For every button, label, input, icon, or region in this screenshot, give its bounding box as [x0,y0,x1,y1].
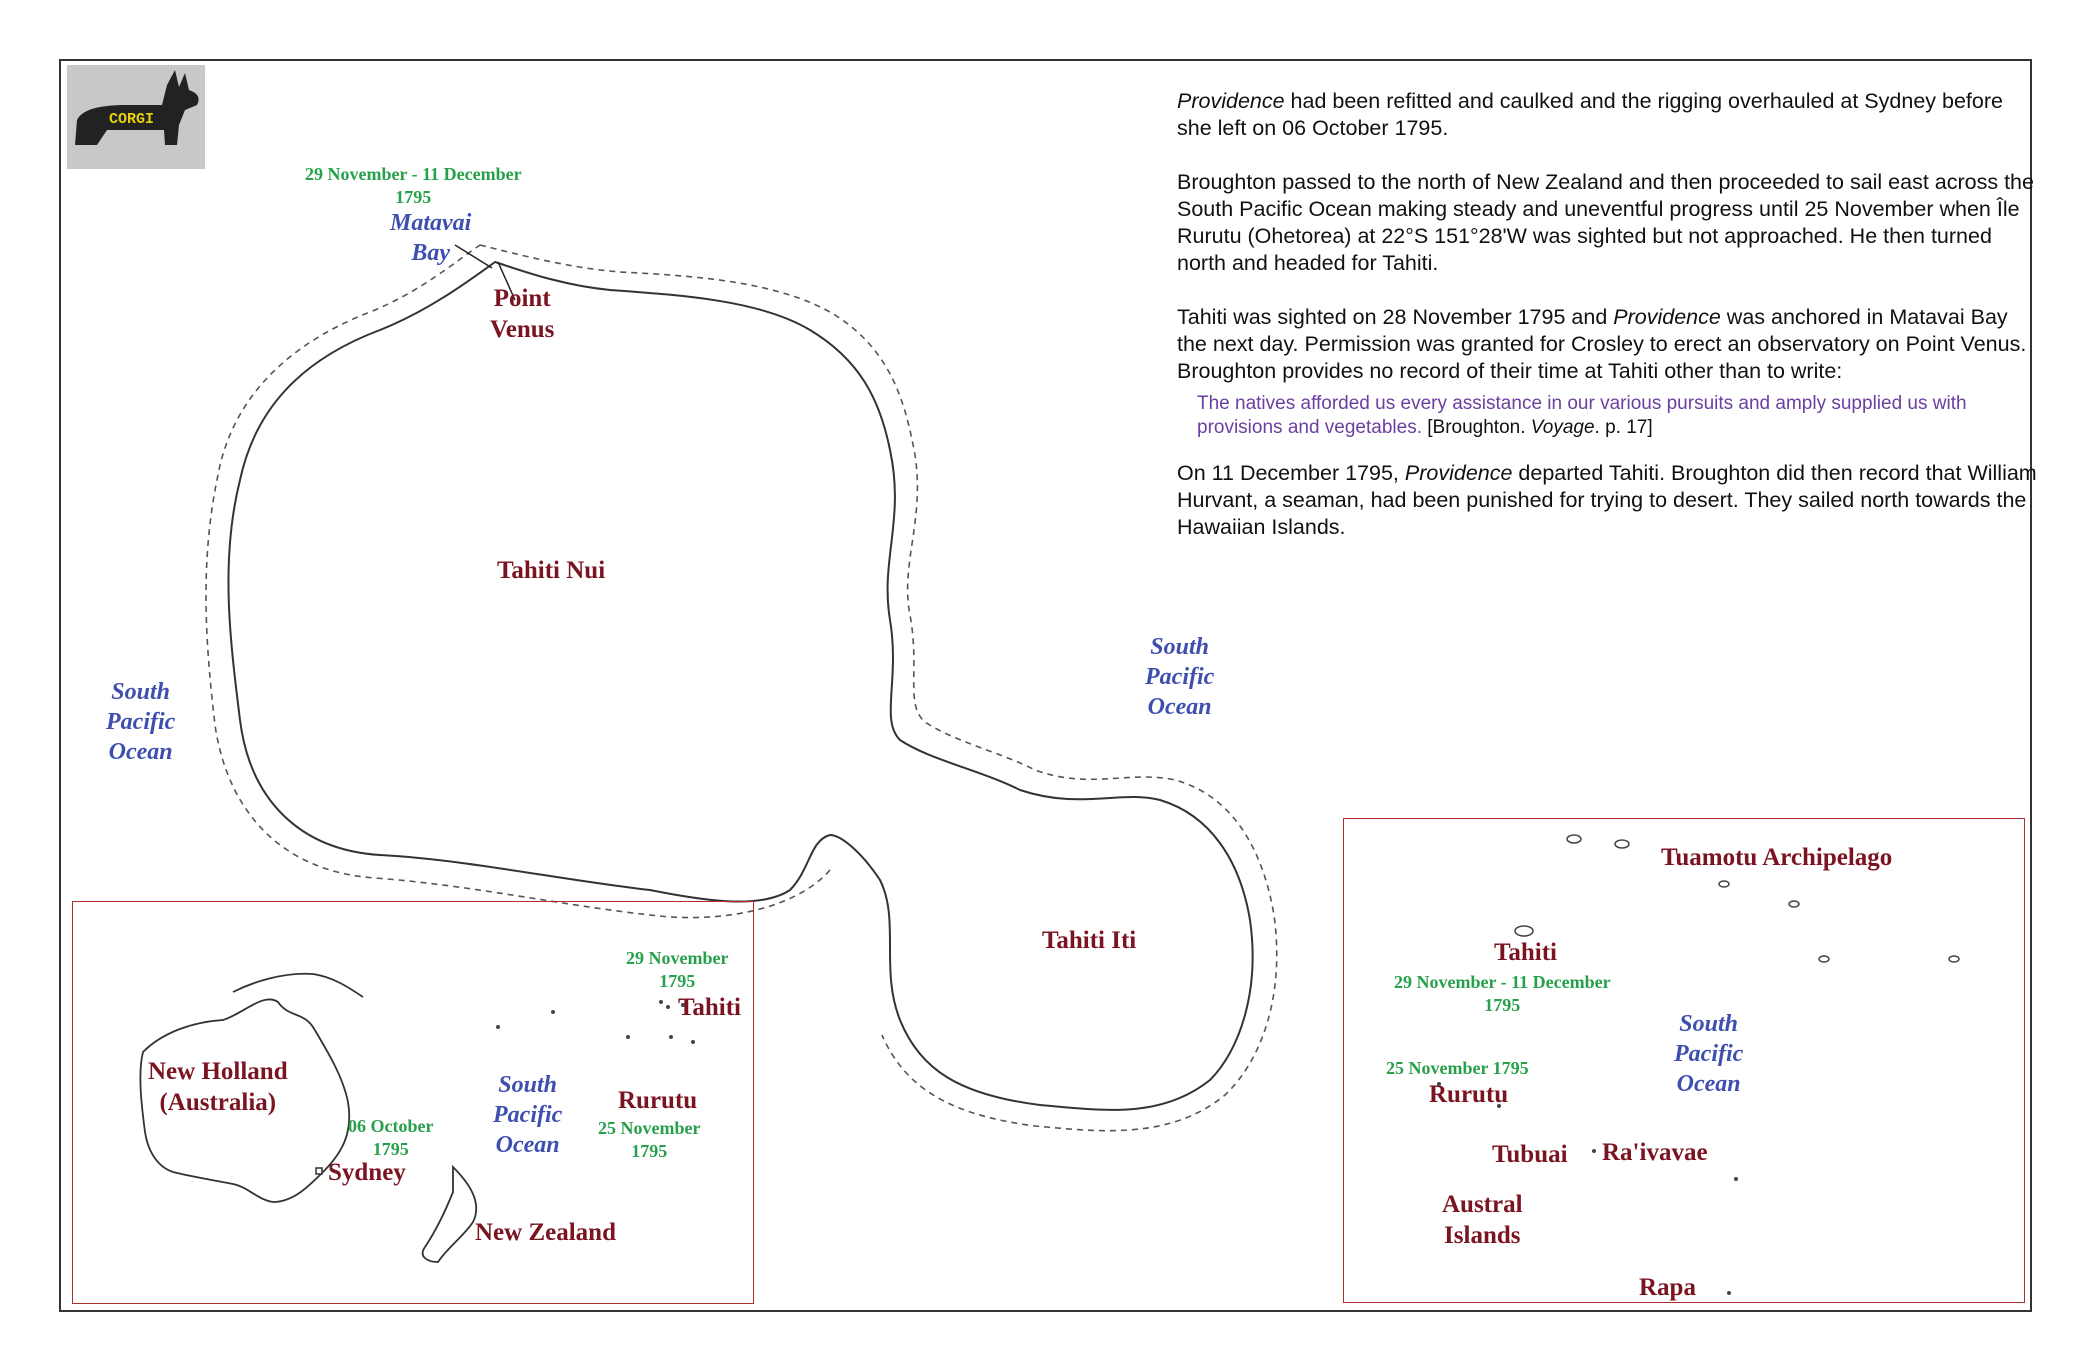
tahiti-island [1515,926,1533,936]
paragraph-3: Tahiti was sighted on 28 November 1795 and Providence was anchored in Matavai Bay the next day. Permission was granted for Crosley to erect an observatory on Point Venus. Broughton provides no record of their time at Tahiti other than to write: [1177,305,2027,383]
tahiti-date: 29 November 1795 [626,948,729,991]
inset-right-tahiti-label: Tahiti [1494,939,1558,966]
inset-right-tahiti-date: 29 November - 11 December 1795 [1394,972,1611,1015]
point-venus-label: Point Venus [490,285,555,344]
paragraph-4: On 11 December 1795, Providence departed Tahiti. Broughton did then record that William Hurvant, a seaman, had been punished for trying to desert. They sailed north towards the Hawaiian Islands. [1177,461,2037,539]
corgi-icon [67,65,205,169]
narrative-text [1177,88,2037,568]
new-zealand-label: New Zealand [475,1219,616,1246]
sydney-label: Sydney [328,1159,406,1186]
paragraph-1: Providence had been refitted and caulked and the rigging overhauled at Sydney before she left on 06 October 1795. [1177,89,2003,140]
tahiti-iti-label: Tahiti Iti [1042,927,1137,954]
ocean-label-west: South Pacific Ocean [106,679,176,765]
inset-french-polynesia [1343,818,2025,1303]
sydney-date: 06 October 1795 [348,1116,434,1159]
corgi-logo [67,65,205,169]
ocean-label-east: South Pacific Ocean [1145,634,1215,720]
inset-right-ocean-label: South Pacific Ocean [1674,1011,1744,1097]
rurutu-date: 25 November 1795 [598,1118,701,1161]
inset-left-rurutu-label: Rurutu [618,1087,698,1114]
austral-islands-label: Austral Islands [1442,1191,1523,1250]
inset-left-tahiti-label: Tahiti [678,994,742,1021]
inset-pacific-overview [72,901,754,1304]
paragraph-2: Broughton passed to the north of New Zealand and then proceeded to sail east across the South Pacific Ocean making steady and uneventful progress until 25 November when Île Rurutu (Ohetorea) at 22°S 151°28'W was sighted but not approached. He then turned north and headed for Tahiti. [1177,170,2034,275]
raivavae-label: Ra'ivavae [1602,1139,1708,1166]
matavai-bay-label: Matavai Bay [390,210,472,266]
inset-left-ocean-label: South Pacific Ocean [493,1072,563,1158]
inset-right-rurutu-label: Rurutu [1429,1081,1509,1108]
svg-text:CORGI: CORGI [109,111,155,128]
inset-right-rurutu-date: 25 November 1795 [1386,1058,1529,1078]
new-guinea-outline [233,974,363,997]
new-holland-label: New Holland (Australia) [148,1058,288,1117]
tahiti-nui-label: Tahiti Nui [497,557,606,584]
matavai-date: 29 November - 11 December 1795 [305,164,522,207]
rapa-label: Rapa [1639,1274,1696,1301]
tubuai-label: Tubuai [1492,1141,1568,1168]
new-zealand-outline [423,1167,477,1262]
broughton-quote: The natives afforded us every assistance in our various pursuits and amply supplied us with provisions and vegetables. [Broughton. Voyage. p. 17] [1197,393,1967,438]
tuamotu-label: Tuamotu Archipelago [1661,844,1893,871]
